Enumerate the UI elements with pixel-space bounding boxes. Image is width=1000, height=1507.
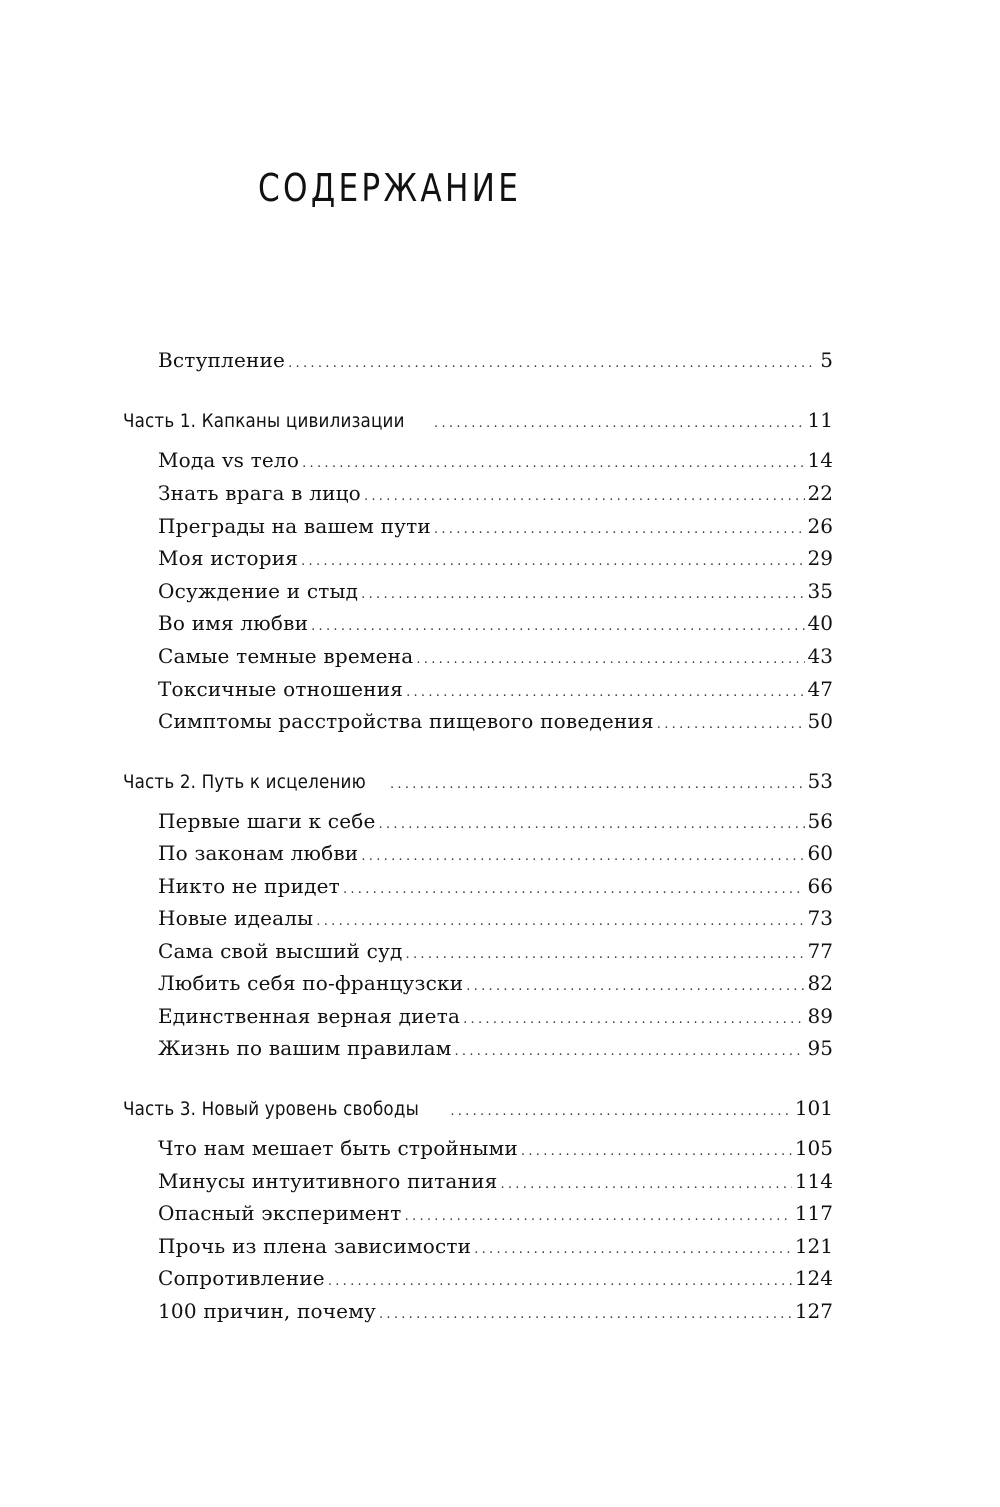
dot-leader [390,777,805,792]
toc-chapter[interactable] [158,709,833,741]
toc-chapter[interactable] [158,1004,833,1036]
toc-entry-label: Вступление [158,348,286,372]
dot-leader [500,1177,791,1192]
toc-page-number: 101 [794,1096,833,1120]
toc-chapter[interactable] [158,809,833,841]
toc-page-number: 89 [807,1004,833,1028]
toc-page-number: 50 [807,709,833,733]
toc-chapter[interactable] [158,1136,833,1168]
toc-page-number: 124 [794,1266,833,1290]
toc-part-3[interactable] [123,1096,833,1128]
toc-chapter[interactable] [158,939,833,971]
toc-entry-label: Моя история [158,546,299,570]
toc-chapter[interactable] [158,579,833,611]
toc-chapter[interactable] [158,1169,833,1201]
toc-entry-label: Мода vs тело [158,448,300,472]
toc-entry-label: Что нам мешает быть стройными [158,1136,518,1160]
toc-page-number: 95 [807,1036,833,1060]
toc-chapter[interactable] [158,1234,833,1266]
toc-page-number: 114 [794,1169,833,1193]
toc-entry-label: Жизнь по вашим правилам [158,1036,452,1060]
toc-entry-label: Сопротивление [158,1266,325,1290]
toc-page-number: 53 [807,769,833,793]
toc-page-number: 40 [807,611,833,635]
toc-part-label: Часть 1. Капканы цивилизации [123,410,405,432]
dot-leader [379,817,805,832]
toc-page-number: 127 [794,1299,833,1323]
toc-chapter[interactable] [158,448,833,480]
toc-chapter[interactable] [158,906,833,938]
toc-page-number: 73 [807,906,833,930]
dot-leader [474,1242,792,1257]
toc-page-number: 105 [794,1136,833,1160]
toc-entry-label: Опасный эксперимент [158,1201,402,1225]
toc-entry-label: Никто не придет [158,874,340,898]
dot-leader [450,1104,792,1119]
toc-entry-label: Симптомы расстройства пищевого поведения [158,709,654,733]
toc-chapter[interactable] [158,514,833,546]
dot-leader [521,1144,792,1159]
toc-page-number: 117 [794,1201,833,1225]
toc-page-number: 26 [807,514,833,538]
toc-entry-label: По законам любви [158,841,359,865]
toc-page-number: 60 [807,841,833,865]
dot-leader [379,1307,792,1322]
toc-page-number: 43 [807,644,833,668]
dot-leader [406,685,804,700]
toc-chapter[interactable] [158,481,833,513]
toc-part-1[interactable] [123,408,833,440]
dot-leader [463,1012,804,1027]
toc-part-label: Часть 2. Путь к исцелению [123,771,366,793]
dot-leader [434,416,805,431]
toc-page-number: 47 [807,677,833,701]
dot-leader [361,587,804,602]
dot-leader [416,652,804,667]
toc-entry-label: Минусы интуитивного питания [158,1169,498,1193]
toc-chapter[interactable] [158,971,833,1003]
dot-leader [657,717,805,732]
toc-chapter[interactable] [158,841,833,873]
dot-leader [302,456,804,471]
toc-chapter[interactable] [158,677,833,709]
toc-entry-label: Во имя любви [158,611,309,635]
toc-page-number: 22 [807,481,833,505]
page-title: СОДЕРЖАНИЕ [258,166,522,210]
toc-page-number: 11 [807,408,833,432]
dot-leader [288,356,817,371]
dot-leader [405,1209,792,1224]
toc-entry-intro[interactable] [158,348,833,380]
dot-leader [364,489,805,504]
toc-entry-label: Осуждение и стыд [158,579,359,603]
dot-leader [434,522,805,537]
toc-chapter[interactable] [158,874,833,906]
dot-leader [316,914,804,929]
toc-page-number: 56 [807,809,833,833]
toc-chapter[interactable] [158,1266,833,1298]
dot-leader [301,554,804,569]
dot-leader [454,1044,804,1059]
toc-chapter[interactable] [158,644,833,676]
toc-page-number: 121 [794,1234,833,1258]
toc-entry-label: Знать врага в лицо [158,481,361,505]
toc-page-number: 35 [807,579,833,603]
toc-page-number: 14 [807,448,833,472]
toc-part-label: Часть 3. Новый уровень свободы [123,1098,419,1120]
toc-entry-label: Первые шаги к себе [158,809,376,833]
toc-page-number: 82 [807,971,833,995]
toc-entry-label: Единственная верная диета [158,1004,461,1028]
dot-leader [343,882,805,897]
dot-leader [328,1274,792,1289]
toc-chapter[interactable] [158,1201,833,1233]
toc-entry-label: Преграды на вашем пути [158,514,431,538]
toc-page-number: 77 [807,939,833,963]
dot-leader [466,979,804,994]
toc-entry-label: Прочь из плена зависимости [158,1234,472,1258]
toc-page-number: 66 [807,874,833,898]
dot-leader [406,947,805,962]
toc-page-number: 29 [807,546,833,570]
toc-entry-label: Любить себя по-французски [158,971,464,995]
toc-entry-label: Токсичные отношения [158,677,404,701]
toc-page-number: 5 [820,348,833,372]
dot-leader [311,619,804,634]
toc-chapter[interactable] [158,1036,833,1068]
toc-chapter[interactable] [158,546,833,578]
toc-entry-label: Самые темные времена [158,644,414,668]
toc-part-2[interactable] [123,769,833,801]
toc-entry-label: Сама свой высший суд [158,939,403,963]
toc-chapter[interactable] [158,1299,833,1331]
dot-leader [361,849,804,864]
toc-chapter[interactable] [158,611,833,643]
toc-entry-label: 100 причин, почему [158,1299,376,1323]
toc-entry-label: Новые идеалы [158,906,314,930]
